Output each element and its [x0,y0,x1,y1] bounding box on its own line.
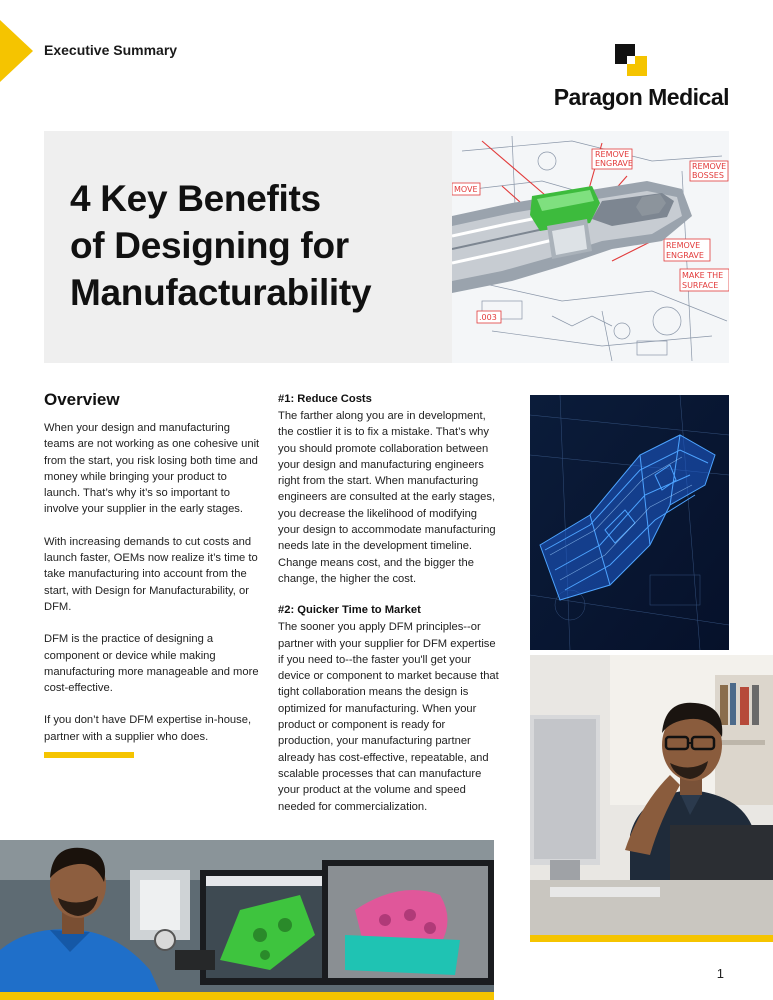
logo-text: Paragon Medical [553,84,729,110]
callout-remove-engrave-1b: ENGRAVE [595,159,633,168]
title-line-1: 4 Key Benefits [70,178,321,219]
overview-paragraph-1: When your design and manufacturing teams are not working as one cohesive unit from the start, you risk losing both time and money while bringing your product to launch. That’s why it’s so important to involve your supplier in the early stages. [44,422,260,516]
engineer-monitors-photo [0,840,494,992]
overview-paragraph-3: DFM is the practice of designing a component or device while making manufacturing more manageable and more cost-effective. [44,633,259,695]
engineer-at-computer-photo [530,655,773,935]
callout-move: MOVE [454,185,478,194]
callout-make-surface-b: SURFACE [682,281,719,290]
corner-accent-triangle [0,20,33,82]
logo-mark-icon [615,44,647,76]
callout-remove-engrave-1: REMOVE [595,150,630,159]
overview-heading: Overview [44,390,120,409]
benefit-1-body: The farther along you are in development, the costlier it is to fix a mistake. That’s why you should promote collaboration between your design and manufacturing engineers right from the start. When manufacturing engineers are consulted at the early stages, you decrease the likelihood of modifying your design to accommodate manufacturing needs late in the development timeline. Change means cost, and the bigger the change, the higher the cost. [278,410,496,585]
callout-remove-engrave-2b: ENGRAVE [666,251,704,260]
blue-wireframe-image [530,395,729,650]
bottom-accent-bar [0,992,494,1000]
callout-remove-bosses: REMOVE [692,162,727,171]
overview-column [44,390,260,761]
yellow-divider [44,752,134,758]
title-line-2: of Designing for [70,225,349,266]
benefit-2-body: The sooner you apply DFM principles--or partner with your supplier for DFM expertise if you need to--the faster you'll get your device or component to market because that tight collaboration means the design is optimized for manufacturing. When your product or component is ready for production, your manufacturing partner already has cost-effective, repeatable, and scalable processes that can manufacture your product at the volume and speed needed for commercialization. [278,621,499,813]
paragon-medical-logo [529,44,729,114]
benefit-2-heading: #2: Quicker Time to Market [278,604,421,617]
benefit-1-heading: #1: Reduce Costs [278,393,372,405]
overview-paragraph-2: With increasing demands to cut costs and launch faster, OEMs now realize it’s time to take manufacturing into account from the start, with Design for Manufacturability, or DFM. [44,535,258,613]
page-title [70,175,450,316]
callout-tolerance: .003 [479,313,497,322]
section-label: Executive Summary [44,42,178,58]
callout-remove-engrave-2: REMOVE [666,241,701,250]
callout-make-surface: MAKE THE [682,271,724,280]
title-line-3: Manufacturability [70,272,372,313]
page-number: 1 [716,966,724,981]
overview-paragraph-4: If you don’t have DFM expertise in-house, partner with a supplier who does. [44,714,252,743]
hero-banner [44,131,729,363]
benefits-column [278,392,500,831]
cad-drawing-image [452,131,729,363]
photo-accent-bar [530,935,773,942]
callout-remove-bosses-b: BOSSES [692,171,724,180]
